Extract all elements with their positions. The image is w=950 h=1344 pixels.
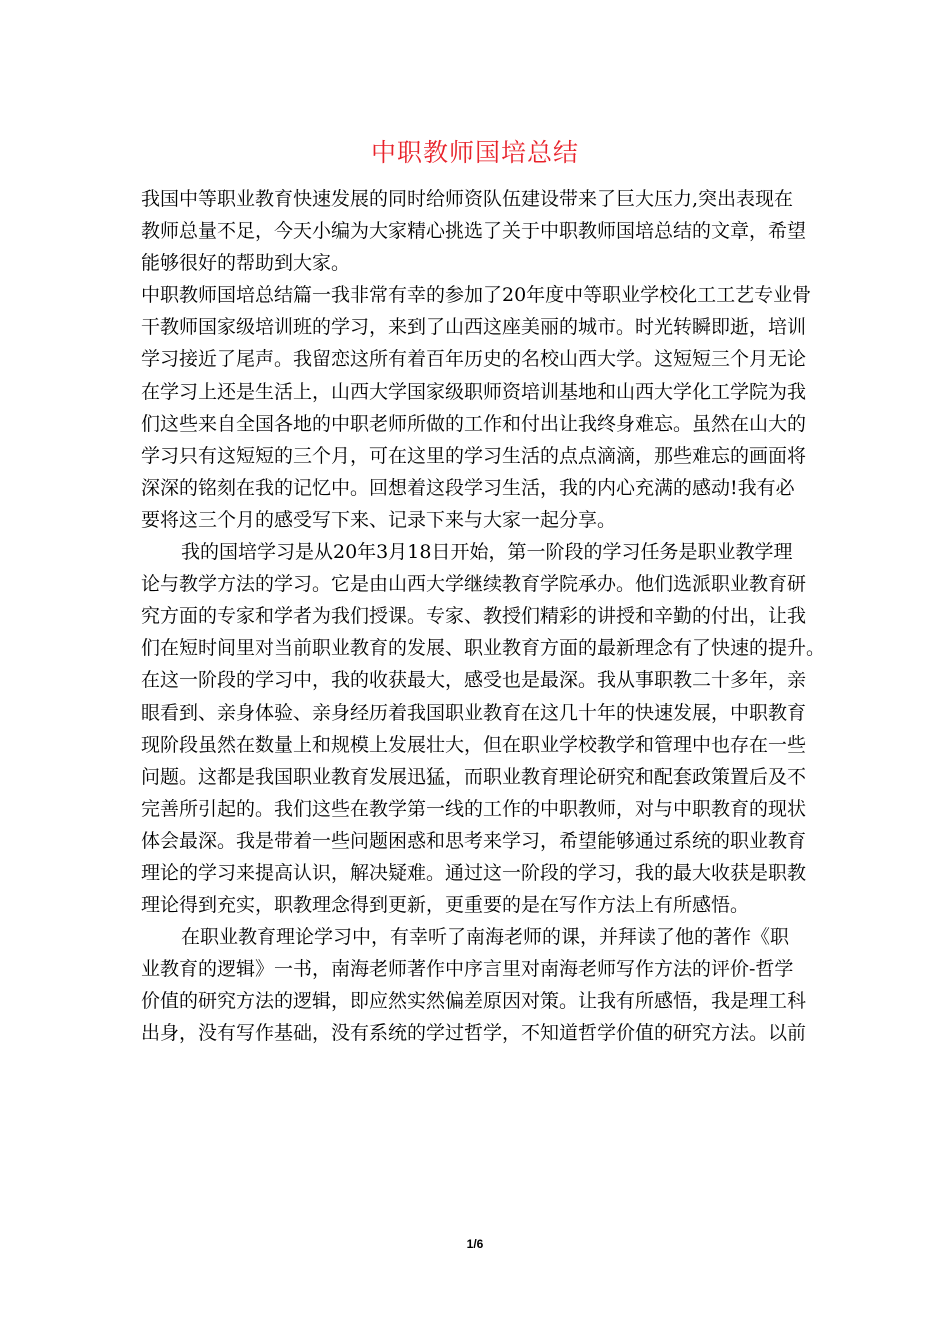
body-line: 干教师国家级培训班的学习，来到了山西这座美丽的城市。时光转瞬即逝，培训 xyxy=(141,316,807,339)
body-line: 理论的学习来提高认识，解决疑难。通过这一阶段的学习，我的最大收获是职教 xyxy=(141,861,807,884)
body-line: 学习只有这短短的三个月，可在这里的学习生活的点点滴滴，那些难忘的画面将 xyxy=(141,444,807,467)
body-line: 我的国培学习是从20年3月18日开始，第一阶段的学习任务是职业教学理 xyxy=(181,541,793,564)
body-line: 我国中等职业教育快速发展的同时给师资队伍建设带来了巨大压力,突出表现在 xyxy=(141,188,794,210)
document-title: 中职教师国培总结 xyxy=(370,138,579,167)
body-line: 深深的铭刻在我的记忆中。回想着这段学习生活，我的内心充满的感动!我有必 xyxy=(141,476,795,499)
body-line: 能够很好的帮助到大家。 xyxy=(141,252,351,275)
body-line: 论与教学方法的学习。它是由山西大学继续教育学院承办。他们选派职业教育研 xyxy=(141,573,807,596)
body-line: 教师总量不足，今天小编为大家精心挑选了关于中职教师国培总结的文章，希望 xyxy=(141,220,807,243)
body-line: 体会最深。我是带着一些问题困惑和思考来学习，希望能够通过系统的职业教育 xyxy=(141,829,807,852)
body-line: 眼看到、亲身体验、亲身经历着我国职业教育在这几十年的快速发展，中职教育 xyxy=(141,701,807,724)
body-line: 价值的研究方法的逻辑，即应然实然偏差原因对策。让我有所感悟，我是理工科 xyxy=(141,990,807,1013)
page-number: 1/6 xyxy=(466,1237,484,1251)
body-line: 在这一阶段的学习中，我的收获最大，感受也是最深。我从事职教二十多年，亲 xyxy=(141,669,807,692)
body-line: 在学习上还是生活上，山西大学国家级职师资培训基地和山西大学化工学院为我 xyxy=(141,380,807,403)
body-line: 学习接近了尾声。我留恋这所有着百年历史的名校山西大学。这短短三个月无论 xyxy=(141,348,807,371)
body-line: 现阶段虽然在数量上和规模上发展壮大，但在职业学校教学和管理中也存在一些 xyxy=(141,733,807,756)
body-line: 中职教师国培总结篇一我非常有幸的参加了20年度中等职业学校化工工艺专业骨 xyxy=(141,284,812,307)
body-line: 要将这三个月的感受写下来、记录下来与大家一起分享。 xyxy=(141,508,617,531)
body-line: 们在短时间里对当前职业教育的发展、职业教育方面的最新理念有了快速的提升。 xyxy=(141,637,826,660)
body-line: 业教育的逻辑》一书，南海老师著作中序言里对南海老师写作方法的评价-哲学 xyxy=(141,958,794,981)
body-line: 出身，没有写作基础，没有系统的学过哲学，不知道哲学价值的研究方法。以前 xyxy=(141,1022,807,1045)
body-line: 们这些来自全国各地的中职老师所做的工作和付出让我终身难忘。虽然在山大的 xyxy=(141,412,807,435)
body-line: 理论得到充实，职教理念得到更新，更重要的是在写作方法上有所感悟。 xyxy=(141,894,750,917)
body-line: 完善所引起的。我们这些在教学第一线的工作的中职教师，对与中职教育的现状 xyxy=(141,797,807,820)
document-body xyxy=(141,183,831,1050)
body-line: 究方面的专家和学者为我们授课。专家、教授们精彩的讲授和辛勤的付出，让我 xyxy=(141,605,807,628)
body-line: 在职业教育理论学习中，有幸听了南海老师的课，并拜读了他的著作《职 xyxy=(181,926,790,949)
body-line: 问题。这都是我国职业教育发展迅猛，而职业教育理论研究和配套政策置后及不 xyxy=(141,765,807,788)
